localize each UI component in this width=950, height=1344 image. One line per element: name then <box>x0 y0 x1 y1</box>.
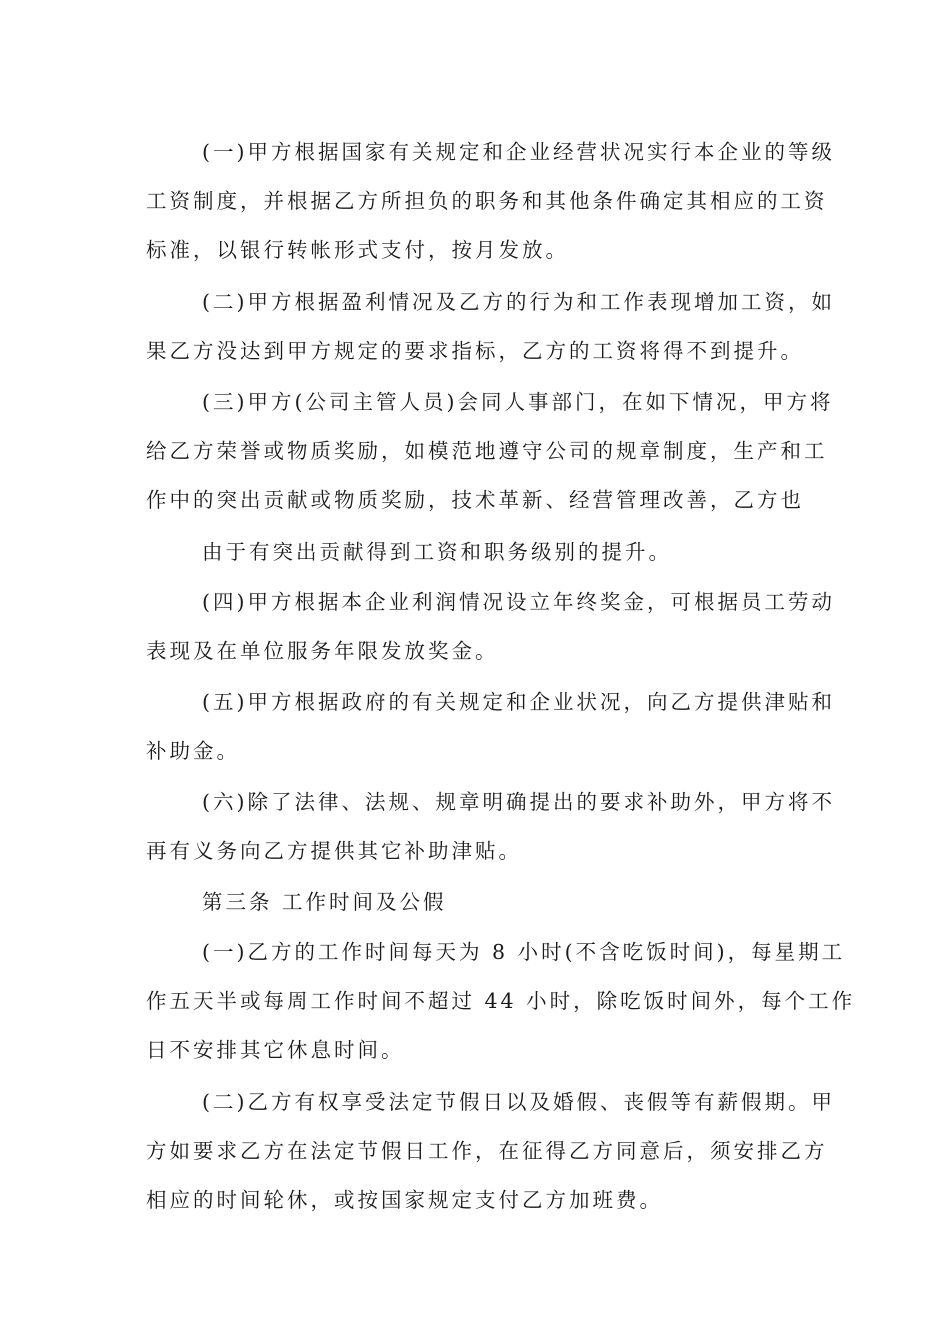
text-line: (一)甲方根据国家有关规定和企业经营状况实行本企业的等级 <box>202 140 835 164</box>
text-line: (五)甲方根据政府的有关规定和企业状况，向乙方提供津贴和 <box>202 690 835 714</box>
text-line: 由于有突出贡献得到工资和职务级别的提升。 <box>202 540 672 564</box>
text-line: (三)甲方(公司主管人员)会同人事部门，在如下情况，甲方将 <box>202 390 834 414</box>
section-heading: 第三条 工作时间及公假 <box>202 890 447 914</box>
text-line: (一)乙方的工作时间每天为 8 小时(不含吃饭时间)，每星期工 <box>202 940 846 964</box>
text-line: 作五天半或每周工作时间不超过 44 小时，除吃饭时间外，每个工作 <box>146 989 856 1013</box>
text-line: 给乙方荣誉或物质奖励，如模范地遵守公司的规章制度，生产和工 <box>146 439 828 463</box>
text-line: 表现及在单位服务年限发放奖金。 <box>146 639 499 663</box>
text-line: (二)乙方有权享受法定节假日以及婚假、丧假等有薪假期。甲 <box>202 1090 835 1114</box>
text-line: (六)除了法律、法规、规章明确提出的要求补助外，甲方将不 <box>202 790 835 814</box>
text-line: 补助金。 <box>146 739 240 763</box>
text-line: 相应的时间轮休，或按国家规定支付乙方加班费。 <box>146 1188 663 1212</box>
text-line: 果乙方没达到甲方规定的要求指标，乙方的工资将得不到提升。 <box>146 339 804 363</box>
text-line: (四)甲方根据本企业利润情况设立年终奖金，可根据员工劳动 <box>202 590 835 614</box>
text-line: 作中的突出贡献或物质奖励，技术革新、经营管理改善，乙方也 <box>146 488 804 512</box>
text-line: 日不安排其它休息时间。 <box>146 1038 405 1062</box>
text-line: 再有义务向乙方提供其它补助津贴。 <box>146 839 522 863</box>
text-line: 标准，以银行转帐形式支付，按月发放。 <box>146 238 569 262</box>
text-line: (二)甲方根据盈利情况及乙方的行为和工作表现增加工资，如 <box>202 290 835 314</box>
text-line: 方如要求乙方在法定节假日工作，在征得乙方同意后，须安排乙方 <box>146 1139 828 1163</box>
text-line: 工资制度，并根据乙方所担负的职务和其他条件确定其相应的工资 <box>146 189 828 213</box>
